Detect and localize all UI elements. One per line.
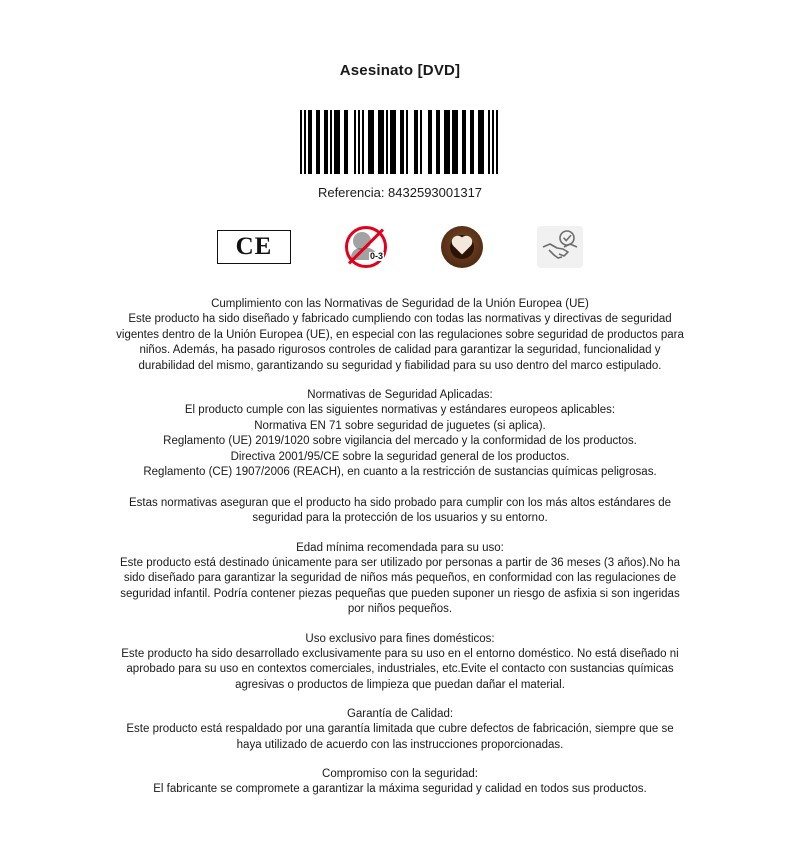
reference-label: Referencia: 8432593001317 — [317, 185, 483, 200]
seal-inner — [450, 235, 474, 259]
block-line: Este producto ha sido desarrollado exclusivamente para su uso en el entorno doméstico. No está diseñado ni — [121, 647, 679, 660]
block-line: agresivas o productos de limpieza que puedan dañar el material. — [235, 678, 565, 691]
block-line: seguridad para la protección de los usuarios y su entorno. — [252, 512, 548, 524]
block-line: niños. Además, ha pasado rigurosos controles de calidad para garantizar la seguridad, funcionalidad y — [139, 344, 661, 356]
block-heading: Cumplimiento con las Normativas de Seguridad de la Unión Europea (UE) — [211, 298, 589, 310]
text-block — [60, 298, 740, 374]
block-line: seguridad infantil. Podría contener piezas pequeñas que pueden suponer un riesgo de asfixia si son ingeridas — [120, 587, 680, 600]
text-block — [60, 542, 740, 618]
block-heading: Garantía de Calidad: — [346, 708, 454, 720]
certification-icons — [60, 226, 740, 268]
block-line: por niños pequeños. — [347, 603, 453, 615]
block-line: Directiva 2001/95/CE sobre la seguridad general de los productos. — [230, 450, 570, 463]
barcode — [60, 110, 740, 174]
compliance-text — [60, 298, 740, 798]
block-line: Este producto está destinado únicamente para ser utilizado por personas a partir de 36 meses (3 años).No ha — [120, 556, 680, 569]
handshake-glyph — [540, 230, 580, 264]
block-line: Este producto ha sido diseñado y fabricado cumpliendo con todas las normativas y directivas de seguridad — [128, 313, 672, 325]
block-line: haya utilizado de acuerdo con las instrucciones proporcionadas. — [236, 738, 564, 751]
block-line: sido diseñado para garantizar la seguridad de niños más pequeños, en conformidad con las regulaciones de — [123, 572, 677, 584]
barcode-bars — [300, 110, 500, 174]
block-line: vigentes dentro de la Unión Europea (UE), en especial con las regulaciones sobre seguridad de productos para — [116, 328, 684, 341]
barcode-bar — [498, 110, 500, 174]
block-line: Reglamento (UE) 2019/1020 sobre vigilancia del mercado y la conformidad de los productos. — [163, 435, 637, 447]
block-line: El fabricante se compromete a garantizar la máxima seguridad y calidad en todos sus productos. — [153, 783, 647, 795]
block-heading: Uso exclusivo para fines domésticos: — [305, 632, 495, 645]
text-block — [60, 496, 740, 527]
block-heading: Normativas de Seguridad Aplicadas: — [307, 389, 493, 401]
text-block — [60, 633, 740, 694]
page-title: Asesinato [DVD] — [339, 62, 461, 79]
ce-mark-label: CE — [235, 233, 273, 260]
block-line: durabilidad del mismo, garantizando su seguridad y fiabilidad para su uso dentro del marco estipulado. — [138, 359, 662, 372]
text-block — [60, 768, 740, 798]
seal-heart-shape — [454, 238, 471, 255]
quality-handshake-icon — [537, 226, 583, 268]
block-line: Normativa EN 71 sobre seguridad de juguetes (si aplica). — [254, 419, 546, 432]
recycling-seal-icon — [441, 226, 483, 268]
age-range-label: 0-3 — [369, 251, 383, 261]
block-line: Estas normativas aseguran que el producto ha sido probado para cumplir con los más altos estándares de — [128, 496, 672, 509]
product-compliance-sheet — [0, 62, 800, 862]
block-heading: Edad mínima recomendada para su uso: — [296, 541, 504, 554]
text-block — [60, 708, 740, 753]
block-heading: Compromiso con la seguridad: — [322, 768, 478, 780]
block-line: Este producto está respaldado por una garantía limitada que cubre defectos de fabricación, siempre que se — [126, 723, 674, 735]
no-children-under-three-icon — [345, 226, 387, 268]
text-block — [60, 389, 740, 481]
block-line: Reglamento (CE) 1907/2006 (REACH), en cuanto a la restricción de sustancias químicas peligrosas. — [143, 466, 657, 478]
block-line: El producto cumple con las siguientes normativas y estándares europeos aplicables: — [184, 404, 616, 416]
ce-mark-icon — [217, 230, 291, 264]
block-line: aprobado para su uso en contextos comerciales, industriales, etc.Evite el contacto con sustancias químicas — [126, 663, 674, 675]
